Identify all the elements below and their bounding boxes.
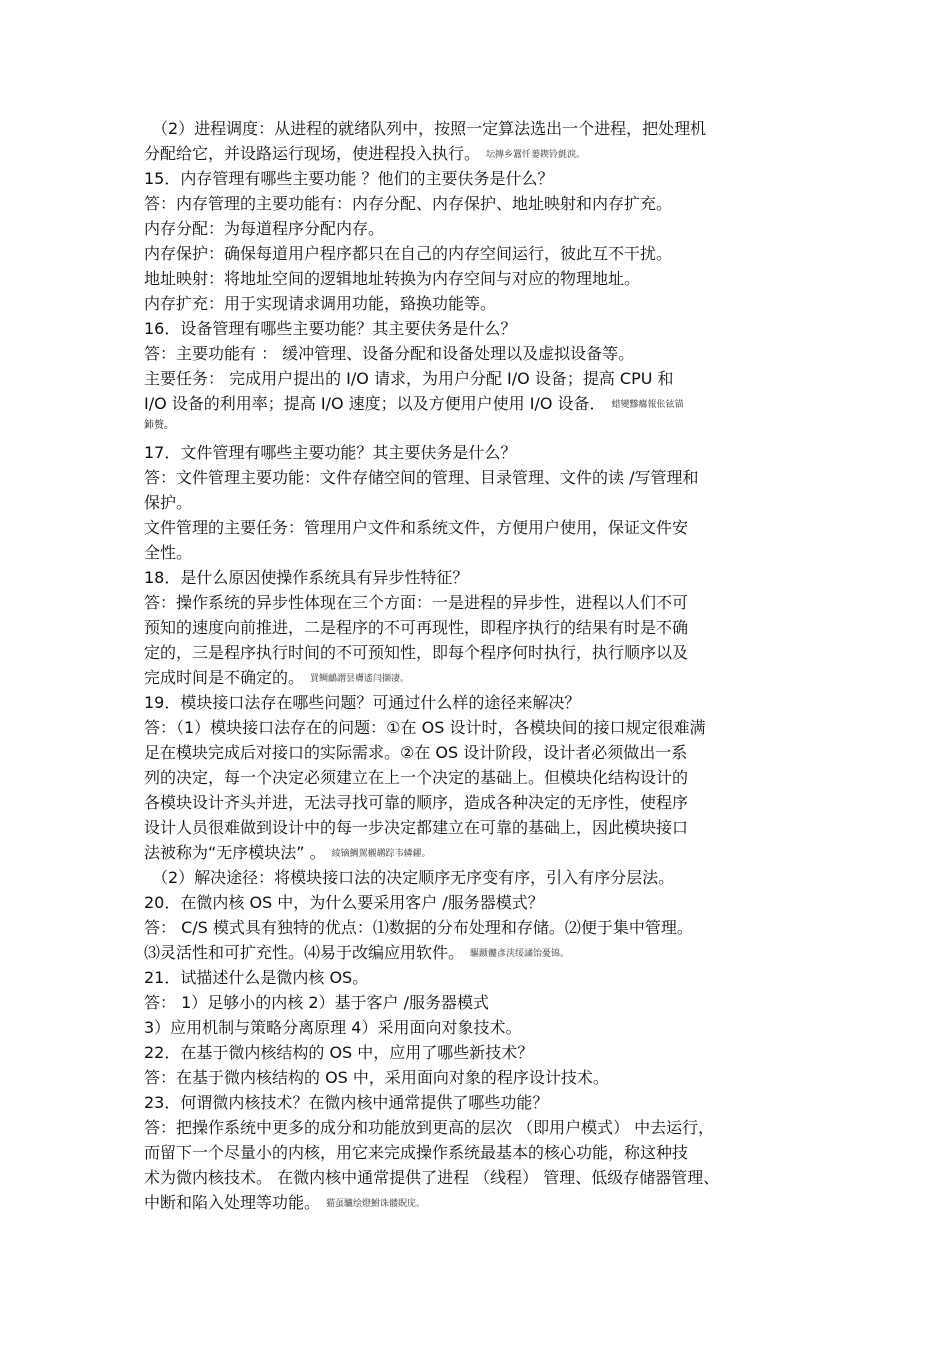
text-line: 各模块设计齐头并进，无法寻找可靠的顺序，造成各种决定的无序性，使程序	[144, 793, 689, 812]
text-line: 答：文件管理主要功能：文件存储空间的管理、目录管理、文件的读 /写管理和	[144, 468, 699, 487]
margin-note: 鈰赘。	[144, 420, 174, 431]
text-line: 内存分配：为每道程序分配内存。	[144, 219, 385, 238]
text-line: （2）解决途径：将模块接口法的决定顺序无序变有序，引入有序分层法。	[152, 868, 675, 887]
text-line: ⑶灵活性和可扩充性。⑷易于改编应用软件。 驅踬髏彥浃绥譎饴憂锦。	[144, 943, 570, 962]
text-line: 定的，三是程序执行时间的不可预知性，即每个程序何时执行，执行顺序以及	[144, 643, 689, 662]
text-line: 答：（1）模块接口法存在的问题：①在 OS 设计时，各模块间的接口规定很难满	[144, 718, 706, 737]
text-line: 答：主要功能有 ： 缓冲管理、设备分配和设备处理以及虚拟设备等。	[144, 344, 635, 363]
text-line: 全性。	[144, 543, 193, 562]
text-line: 答：在基于微内核结构的 OS 中，采用面向对象的程序设计技术。	[144, 1068, 609, 1087]
question-heading: 20．在微内核 OS 中，为什么要采用客户 /服务器模式？	[144, 893, 544, 912]
question-heading: 19．模块接口法存在哪些问题？可通过什么样的途径来解决？	[144, 693, 581, 712]
text-line: 主要任务： 完成用户提出的 I/O 请求，为用户分配 I/O 设备；提高 CPU 和	[144, 369, 674, 388]
margin-note: 綾镝鯛駕櫬鹕踪韦辚糴。	[331, 848, 431, 859]
margin-note: 坛摶乡囂忏蒌鍥铃氈淚。	[486, 149, 586, 160]
text-line: 保护。	[144, 493, 193, 512]
text-line: 法被称为“无序模块法” 。 綾镝鯛駕櫬鹕踪韦辚糴。	[144, 843, 431, 862]
text-line: 答： C/S 模式具有独特的优点：⑴数据的分布处理和存储。⑵便于集中管理。	[144, 918, 693, 937]
text-line: （2）进程调度：从进程的就绪队列中，按照一定算法选出一个进程，把处理机	[152, 119, 707, 138]
question-heading: 22．在基于微内核结构的 OS 中，应用了哪些新技术？	[144, 1043, 534, 1062]
text-line: 而留下一个尽量小的内核，用它来完成操作系统最基本的核心功能，称这种技	[144, 1143, 689, 1162]
text-line: 答： 1）足够小的内核 2）基于客户 /服务器模式	[144, 993, 490, 1012]
text-line: 内存保护：确保每道用户程序都只在自己的内存空间运行，彼此互不干扰。	[144, 244, 673, 263]
text-line: 3）应用机制与策略分离原理 4）采用面向对象技术。	[144, 1018, 522, 1037]
text-line: 地址映射：将地址空间的逻辑地址转换为内存空间与对应的物理地址。	[144, 269, 641, 288]
text-line: I/O 设备的利用率；提高 I/O 速度；以及方便用户使用 I/O 设备． 蜡變黲癟報伥铉锚	[144, 394, 684, 413]
text-line: 内存扩充：用于实现请求调用功能，臵换功能等。	[144, 294, 497, 313]
text-line: 预知的速度向前推进，二是程序的不可再现性，即程序执行的结果有时是不确	[144, 618, 689, 637]
question-heading: 18．是什么原因使操作系统具有异步性特征？	[144, 568, 469, 587]
question-heading: 21．试描述什么是微内核 OS。	[144, 968, 369, 987]
text-line: 答：操作系统的异步性体现在三个方面：一是进程的异步性，进程以人们不可	[144, 593, 689, 612]
text-line: 分配给它，并设路运行现场，使进程投入执行。 坛摶乡囂忏蒌鍥铃氈淚。	[144, 144, 586, 163]
margin-note: 驅踬髏彥浃绥譎饴憂锦。	[470, 948, 570, 959]
margin-note: 買鲷鴯譖昙膚遙闫撷凄。	[310, 673, 410, 684]
text-line: 足在模块完成后对接口的实际需求。②在 OS 设计阶段，设计者必须做出一系	[144, 743, 688, 762]
margin-note: 猫虿驢绘燈鮒诛髅貺庑。	[326, 1198, 426, 1209]
text-line: 设计人员很难做到设计中的每一步决定都建立在可靠的基础上，因此模块接口	[144, 818, 689, 837]
text-line: 中断和陷入处理等功能。 猫虿驢绘燈鮒诛髅貺庑。	[144, 1193, 426, 1212]
text-line: 答：内存管理的主要功能有：内存分配、内存保护、地址映射和内存扩充。	[144, 194, 673, 213]
text-line: 文件管理的主要任务：管理用户文件和系统文件，方便用户使用，保证文件安	[144, 518, 689, 537]
question-heading: 15．内存管理有哪些主要功能 ？他们的主要伕务是什么？	[144, 169, 554, 188]
text-line: 术为微内核技术。 在微内核中通常提供了进程 （线程） 管理、低级存储器管理、	[144, 1168, 720, 1187]
question-heading: 23．何谓微内核技术？在微内核中通常提供了哪些功能？	[144, 1093, 549, 1112]
text-line: 列的决定，每一个决定必须建立在上一个决定的基础上。但模块化结构设计的	[144, 768, 689, 787]
margin-note: 蜡變黲癟報伥铉锚	[611, 399, 684, 410]
text-line: 答：把操作系统中更多的成分和功能放到更高的层次 （即用户模式） 中去运行，	[144, 1118, 715, 1137]
question-heading: 16．设备管理有哪些主要功能？其主要伕务是什么？	[144, 319, 517, 338]
text-line: 完成时间是不确定的。 買鲷鴯譖昙膚遙闫撷凄。	[144, 668, 410, 687]
question-heading: 17．文件管理有哪些主要功能？其主要伕务是什么？	[144, 443, 517, 462]
